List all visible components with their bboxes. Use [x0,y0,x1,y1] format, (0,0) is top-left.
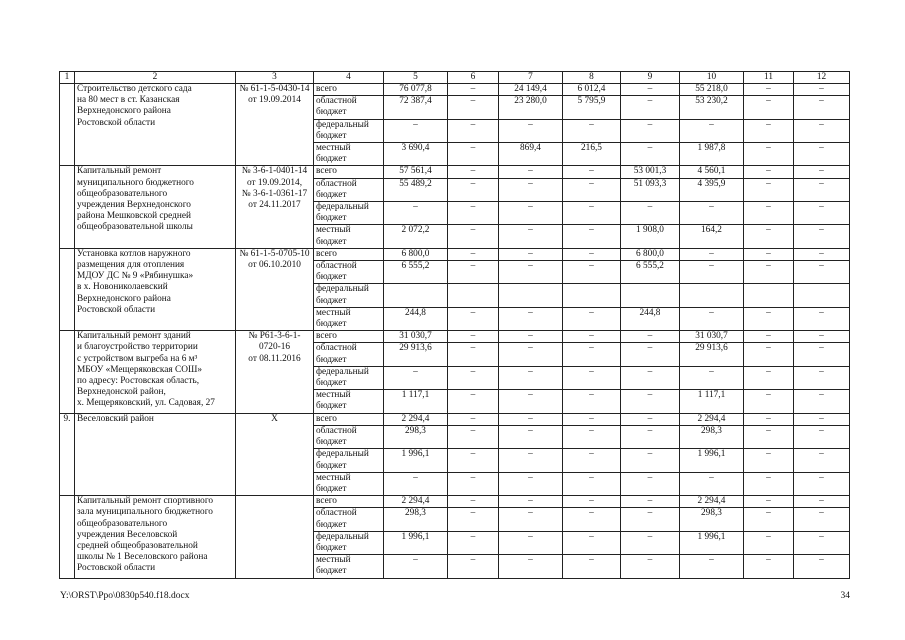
amount-cell: – [563,119,621,142]
amount-cell: – [621,84,680,96]
amount-cell: – [563,307,621,330]
amount-cell: – [448,202,499,225]
column-number-6: 6 [448,72,499,84]
column-number-8: 8 [563,72,621,84]
amount-cell: – [499,178,563,201]
amount-cell: 76 077,8 [384,84,448,96]
amount-cell: – [621,531,680,554]
amount-cell: – [448,366,499,389]
footer-file-path: Y:\ORST\Ppo\0830p540.f18.docx [60,591,190,601]
amount-cell: – [499,225,563,248]
amount-cell: – [621,390,680,413]
amount-cell: 2 294,4 [680,413,744,425]
row-number: 9. [60,413,75,495]
amount-cell: 6 012,4 [563,84,621,96]
amount-cell [384,284,448,307]
amount-cell: – [680,248,744,260]
amount-cell: – [744,413,794,425]
funding-source: областной бюджет [314,343,384,366]
amount-cell: 57 561,4 [384,166,448,178]
amount-cell: – [621,202,680,225]
amount-cell: – [563,261,621,284]
amount-cell: 869,4 [499,143,563,166]
amount-cell [621,284,680,307]
amount-cell: – [744,496,794,508]
amount-cell: – [448,425,499,448]
amount-cell: – [621,96,680,119]
amount-cell: – [499,331,563,343]
amount-cell: – [744,425,794,448]
amount-cell: – [744,531,794,554]
amount-cell: – [499,366,563,389]
amount-cell: – [448,84,499,96]
amount-cell: 1 996,1 [384,449,448,472]
amount-cell: 4 560,1 [680,166,744,178]
amount-cell: – [744,261,794,284]
funding-source: всего [314,248,384,260]
amount-cell: – [499,531,563,554]
amount-cell: – [680,202,744,225]
project-name: Строительство детского сада на 80 мест в ст. Казанская Верхнедонского района Ростовской области [75,84,236,166]
amount-cell: – [794,202,850,225]
column-number-5: 5 [384,72,448,84]
amount-cell: – [448,143,499,166]
column-number-3: 3 [236,72,314,84]
amount-cell: 5 795,9 [563,96,621,119]
amount-cell: 53 001,3 [621,166,680,178]
budget-table [59,71,850,579]
amount-cell: – [499,496,563,508]
amount-cell: – [499,472,563,495]
amount-cell: – [744,472,794,495]
funding-source: федеральный бюджет [314,284,384,307]
amount-cell: 298,3 [384,508,448,531]
amount-cell: 55 218,0 [680,84,744,96]
column-number-10: 10 [680,72,744,84]
amount-cell: – [794,449,850,472]
amount-cell: – [621,449,680,472]
amount-cell: – [794,531,850,554]
amount-cell: – [744,96,794,119]
page-number: 34 [840,591,850,601]
amount-cell: – [794,472,850,495]
amount-cell: – [794,261,850,284]
amount-cell: – [794,331,850,343]
amount-cell: – [794,390,850,413]
amount-cell: – [744,508,794,531]
amount-cell: – [794,96,850,119]
amount-cell: – [499,119,563,142]
amount-cell: – [744,178,794,201]
amount-cell: – [794,555,850,578]
amount-cell: – [448,119,499,142]
document-reference: № Р61-3-6-1- 0720-16 от 08.11.2016 [236,331,314,413]
row-number [60,331,75,413]
amount-cell: – [499,343,563,366]
funding-source: местный бюджет [314,472,384,495]
amount-cell: 23 280,0 [499,96,563,119]
amount-cell: – [499,555,563,578]
row-number [60,84,75,166]
amount-cell: – [448,166,499,178]
amount-cell: 1 987,8 [680,143,744,166]
project-name: Капитальный ремонт спортивного зала муниципального бюджетного общеобразовательного учреждения Веселовской средней общеобразовательной школы № 1 Веселовского района Ростовской области [75,496,236,578]
column-number-12: 12 [794,72,850,84]
amount-cell: – [794,84,850,96]
amount-cell: – [680,261,744,284]
amount-cell: 6 800,0 [621,248,680,260]
amount-cell: 298,3 [680,508,744,531]
funding-source: местный бюджет [314,390,384,413]
document-reference: № 3-6-1-0401-14 от 19.09.2014, № 3-6-1-0361-17 от 24.11.2017 [236,166,314,248]
document-reference [236,496,314,578]
amount-cell: – [744,166,794,178]
amount-cell: – [448,531,499,554]
row-number [60,166,75,248]
document-reference: № 61-1-5-0430-14 от 19.09.2014 [236,84,314,166]
amount-cell: – [680,555,744,578]
amount-cell: – [563,178,621,201]
amount-cell: 2 294,4 [680,496,744,508]
amount-cell: – [384,366,448,389]
amount-cell: – [448,331,499,343]
amount-cell: – [448,248,499,260]
amount-cell: – [621,366,680,389]
amount-cell: – [499,508,563,531]
amount-cell: 51 093,3 [621,178,680,201]
funding-source: всего [314,166,384,178]
amount-cell: – [563,331,621,343]
amount-cell: – [563,531,621,554]
amount-cell: – [680,119,744,142]
amount-cell [448,284,499,307]
amount-cell: – [499,449,563,472]
amount-cell: – [680,307,744,330]
project-name: Установка котлов наружного размещения для отопления МДОУ ДС № 9 «Рябинушка» в х. Новониколаевский Верхнедонского района Ростовской области [75,248,236,330]
amount-cell: – [794,248,850,260]
amount-cell: 2 294,4 [384,413,448,425]
amount-cell: – [563,449,621,472]
amount-cell: 2 294,4 [384,496,448,508]
amount-cell: – [499,307,563,330]
funding-source: федеральный бюджет [314,531,384,554]
amount-cell: 1 117,1 [680,390,744,413]
amount-cell: – [448,178,499,201]
amount-cell: – [794,119,850,142]
funding-source: федеральный бюджет [314,449,384,472]
amount-cell: – [621,413,680,425]
amount-cell: 3 690,4 [384,143,448,166]
funding-source: местный бюджет [314,143,384,166]
amount-cell: – [794,425,850,448]
amount-cell: 1 996,1 [680,531,744,554]
column-number-11: 11 [744,72,794,84]
amount-cell: – [744,343,794,366]
amount-cell: – [448,261,499,284]
amount-cell: – [499,166,563,178]
amount-cell: – [621,343,680,366]
amount-cell: 6 555,2 [384,261,448,284]
amount-cell: – [563,390,621,413]
amount-cell: – [744,143,794,166]
amount-cell: – [448,508,499,531]
amount-cell: – [448,413,499,425]
amount-cell: – [621,119,680,142]
amount-cell [563,284,621,307]
amount-cell: – [563,496,621,508]
amount-cell: – [621,472,680,495]
column-number-7: 7 [499,72,563,84]
amount-cell: 1 996,1 [384,531,448,554]
amount-cell: – [794,166,850,178]
amount-cell: – [794,307,850,330]
amount-cell [794,284,850,307]
funding-source: федеральный бюджет [314,202,384,225]
amount-cell: – [744,307,794,330]
table-row [60,413,850,425]
funding-source: областной бюджет [314,508,384,531]
funding-source: федеральный бюджет [314,366,384,389]
amount-cell: 164,2 [680,225,744,248]
funding-source: всего [314,84,384,96]
amount-cell: 298,3 [384,425,448,448]
amount-cell: – [499,202,563,225]
table-row [60,248,850,260]
amount-cell: – [499,425,563,448]
amount-cell: – [744,555,794,578]
amount-cell: – [448,96,499,119]
amount-cell: 4 395,9 [680,178,744,201]
amount-cell: – [384,119,448,142]
project-name: Капитальный ремонт зданий и благоустройство территории с устройством выгреба на 6 м³ МБОУ «Мещеряковская СОШ» по адресу: Ростовская область, Верхнедонской район, х. Мещеряковский, ул. Садовая, 27 [75,331,236,413]
funding-source: областной бюджет [314,96,384,119]
amount-cell: – [563,472,621,495]
amount-cell: 298,3 [680,425,744,448]
amount-cell: – [794,413,850,425]
column-number-4: 4 [314,72,384,84]
row-number [60,496,75,578]
amount-cell: 244,8 [621,307,680,330]
amount-cell [744,284,794,307]
amount-cell: 2 072,2 [384,225,448,248]
amount-cell: – [563,508,621,531]
project-name: Веселовский район [75,413,236,495]
amount-cell: – [448,390,499,413]
amount-cell: 6 800,0 [384,248,448,260]
amount-cell: – [794,343,850,366]
funding-source: местный бюджет [314,307,384,330]
funding-source: всего [314,413,384,425]
amount-cell: 55 489,2 [384,178,448,201]
amount-cell: – [794,143,850,166]
amount-cell: – [744,84,794,96]
amount-cell: – [794,508,850,531]
amount-cell: 1 908,0 [621,225,680,248]
amount-cell: – [744,390,794,413]
amount-cell: 31 030,7 [384,331,448,343]
table-row [60,166,850,178]
amount-cell: 31 030,7 [680,331,744,343]
amount-cell: 29 913,6 [384,343,448,366]
amount-cell [499,284,563,307]
table-row [60,84,850,96]
amount-cell: – [499,261,563,284]
amount-cell: – [563,425,621,448]
amount-cell: 244,8 [384,307,448,330]
amount-cell: 24 149,4 [499,84,563,96]
amount-cell: – [499,390,563,413]
amount-cell: – [563,343,621,366]
amount-cell: – [621,508,680,531]
amount-cell: – [563,166,621,178]
amount-cell: – [621,555,680,578]
amount-cell: – [384,555,448,578]
amount-cell: – [794,178,850,201]
amount-cell: – [448,343,499,366]
amount-cell: – [448,555,499,578]
amount-cell: – [563,202,621,225]
amount-cell: – [621,425,680,448]
table-row [60,496,850,508]
funding-source: всего [314,496,384,508]
amount-cell: – [563,225,621,248]
funding-source: областной бюджет [314,261,384,284]
column-number-1: 1 [60,72,75,84]
column-number-2: 2 [75,72,236,84]
funding-source: областной бюджет [314,178,384,201]
header-row [60,72,850,84]
amount-cell: – [744,331,794,343]
amount-cell: – [621,331,680,343]
amount-cell: – [744,225,794,248]
amount-cell [680,284,744,307]
amount-cell: – [563,413,621,425]
amount-cell: – [448,496,499,508]
amount-cell: – [384,472,448,495]
funding-source: местный бюджет [314,555,384,578]
amount-cell: – [448,472,499,495]
amount-cell: – [744,202,794,225]
document-reference: Х [236,413,314,495]
amount-cell: 216,5 [563,143,621,166]
amount-cell: – [499,413,563,425]
row-number [60,248,75,330]
amount-cell: – [680,366,744,389]
amount-cell: 53 230,2 [680,96,744,119]
amount-cell: – [744,248,794,260]
amount-cell: 29 913,6 [680,343,744,366]
amount-cell: – [621,496,680,508]
project-name: Капитальный ремонт муниципального бюджетного общеобразовательного учреждения Верхнедонского района Мешковской средней общеобразовательной школы [75,166,236,248]
amount-cell: 1 996,1 [680,449,744,472]
funding-source: федеральный бюджет [314,119,384,142]
funding-source: областной бюджет [314,425,384,448]
table-body [60,72,850,579]
amount-cell: – [563,248,621,260]
amount-cell: – [744,366,794,389]
amount-cell: – [744,119,794,142]
amount-cell: – [448,225,499,248]
amount-cell: 1 117,1 [384,390,448,413]
funding-source: всего [314,331,384,343]
amount-cell: 6 555,2 [621,261,680,284]
table-row [60,331,850,343]
amount-cell: – [563,366,621,389]
amount-cell: – [448,307,499,330]
amount-cell: – [621,143,680,166]
amount-cell: – [384,202,448,225]
amount-cell: – [794,225,850,248]
amount-cell: – [680,472,744,495]
amount-cell: – [794,366,850,389]
amount-cell: – [499,248,563,260]
amount-cell: – [744,449,794,472]
amount-cell: – [448,449,499,472]
amount-cell: – [563,555,621,578]
amount-cell: 72 387,4 [384,96,448,119]
document-reference: № 61-1-5-0705-10 от 06.10.2010 [236,248,314,330]
column-number-9: 9 [621,72,680,84]
amount-cell: – [794,496,850,508]
funding-source: местный бюджет [314,225,384,248]
